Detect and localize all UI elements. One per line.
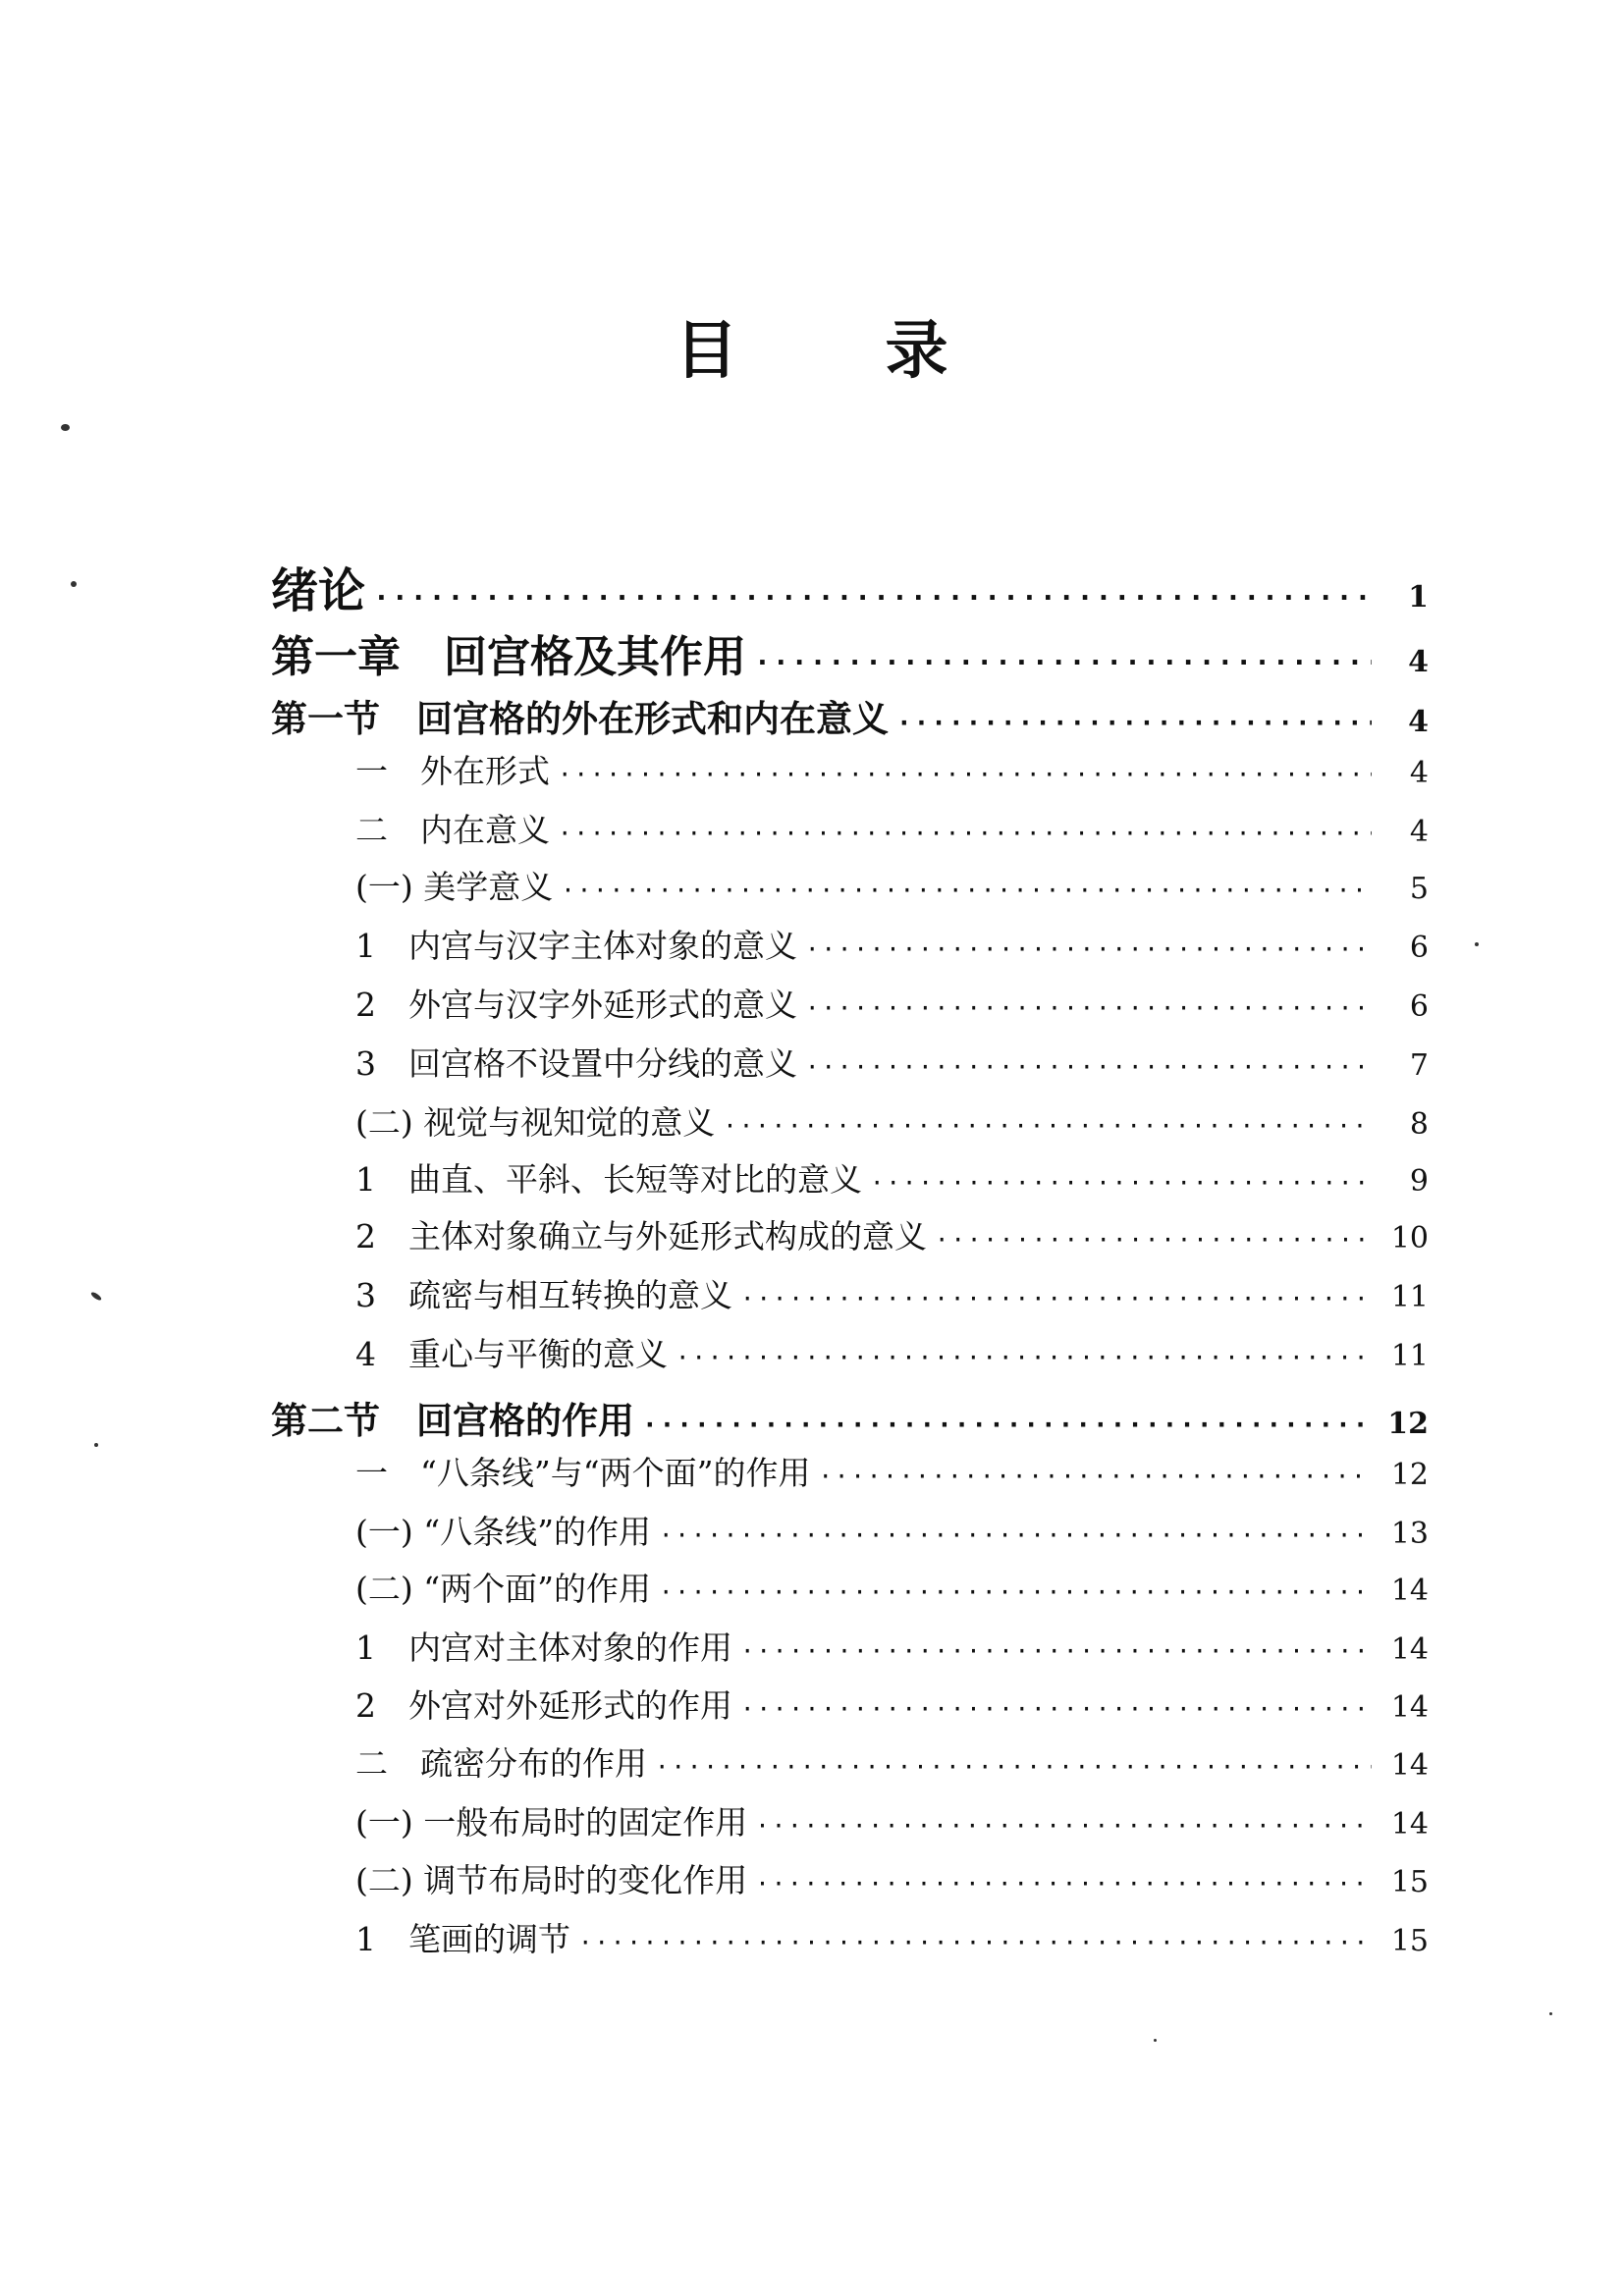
toc-leader-dots [896, 709, 1372, 738]
toc-leader-dots [723, 1112, 1372, 1140]
title-char-1: 目 [675, 315, 738, 388]
toc-entry-title: 1 曲直、平斜、长短等对比的意义 [355, 1160, 862, 1199]
toc-entry[interactable] [355, 746, 1429, 792]
toc-leader-dots [373, 581, 1372, 614]
toc-entry[interactable] [355, 1448, 1429, 1494]
scan-speck [94, 1443, 98, 1447]
toc-page-number: 4 [1409, 756, 1429, 790]
toc-leader-dots [740, 1285, 1372, 1312]
toc-leader-dots [755, 1812, 1372, 1840]
toc-page-number: 14 [1390, 1690, 1429, 1725]
toc-leader-dots [740, 1695, 1372, 1723]
toc-page-number: 11 [1390, 1339, 1429, 1373]
toc-leader-dots [655, 1753, 1372, 1781]
toc-entry-title: 2 外宫对外延形式的作用 [355, 1686, 732, 1725]
toc-entry-title: 3 疏密与相互转换的意义 [355, 1276, 732, 1314]
toc-entry[interactable] [355, 1097, 1429, 1144]
toc-entry[interactable] [355, 1211, 1429, 1257]
scan-speck [71, 581, 77, 587]
scan-speck [1549, 2012, 1552, 2015]
scan-speck [1154, 2039, 1157, 2042]
toc-page-number: 12 [1390, 1458, 1429, 1492]
toc-entry-title: 一 “八条线”与“两个面”的作用 [355, 1454, 811, 1492]
toc-leader-dots [659, 1522, 1372, 1549]
scan-speck [1475, 942, 1479, 946]
toc-entry-title: 二 内在意义 [355, 811, 550, 849]
page-title [0, 312, 1623, 391]
toc-page-number: 4 [1408, 645, 1429, 679]
title-char-2: 录 [885, 315, 948, 388]
toc-entry-title: 2 外宫与汉字外延形式的意义 [355, 986, 797, 1024]
toc-entry-title: 二 疏密分布的作用 [355, 1744, 647, 1783]
toc-entry[interactable] [355, 1914, 1429, 1960]
toc-page-number: 4 [1409, 815, 1429, 849]
toc-entry[interactable] [355, 1623, 1429, 1669]
toc-entry-title: 3 回宫格不设置中分线的意义 [355, 1044, 797, 1083]
toc-entry-title: (二) 调节布局时的变化作用 [355, 1861, 748, 1899]
toc-entry-title: (一) 美学意义 [355, 868, 554, 906]
toc-leader-dots [578, 1929, 1372, 1956]
toc-page-number: 15 [1390, 1865, 1429, 1899]
toc-leader-dots [805, 935, 1372, 963]
toc-entry[interactable] [271, 621, 1429, 684]
toc-page-number: 6 [1409, 931, 1429, 965]
toc-entry[interactable] [355, 980, 1429, 1026]
toc-page-number: 6 [1409, 989, 1429, 1024]
toc-page-number: 14 [1390, 1574, 1429, 1608]
toc-page-number: 11 [1390, 1280, 1429, 1314]
toc-page-number: 15 [1390, 1924, 1429, 1958]
toc-entry[interactable] [355, 1797, 1429, 1843]
toc-entry[interactable] [355, 1329, 1429, 1375]
toc-entry-title: 第一节 回宫格的外在形式和内在意义 [271, 698, 889, 740]
toc-entry-title: 1 内宫对主体对象的作用 [355, 1629, 732, 1667]
toc-entry[interactable] [355, 1270, 1429, 1316]
toc-page-number: 12 [1387, 1407, 1429, 1441]
toc-entry-title: (二) 视觉与视知觉的意义 [355, 1103, 716, 1142]
toc-entry-title: 一 外在形式 [355, 752, 550, 790]
toc-leader-dots [740, 1637, 1372, 1665]
toc-leader-dots [642, 1411, 1372, 1440]
toc-page-number: 14 [1390, 1748, 1429, 1783]
toc-entry-title: 1 内宫与汉字主体对象的意义 [355, 927, 797, 965]
toc-leader-dots [818, 1463, 1372, 1490]
toc-entry[interactable] [271, 553, 1429, 620]
toc-page-number: 4 [1408, 705, 1429, 739]
toc-leader-dots [558, 761, 1372, 788]
toc-entry-title: 1 笔画的调节 [355, 1920, 570, 1958]
toc-entry[interactable] [355, 1039, 1429, 1085]
toc-entry[interactable] [355, 805, 1429, 851]
toc-leader-dots [935, 1226, 1372, 1254]
toc-entry[interactable] [355, 921, 1429, 967]
toc-leader-dots [659, 1578, 1372, 1606]
toc-leader-dots [755, 1870, 1372, 1897]
toc-page-number: 10 [1390, 1221, 1429, 1255]
toc-leader-dots [676, 1344, 1372, 1371]
toc-entry-title: (一) 一般布局时的固定作用 [355, 1803, 748, 1842]
toc-entry[interactable] [355, 1507, 1429, 1553]
toc-page-number: 5 [1409, 872, 1429, 906]
toc-entry-title: 4 重心与平衡的意义 [355, 1335, 668, 1373]
toc-page-number: 8 [1409, 1107, 1429, 1142]
toc-entry-title: (一) “八条线”的作用 [355, 1513, 651, 1551]
toc-entry[interactable] [355, 1681, 1429, 1727]
scan-speck [90, 1291, 103, 1302]
scan-speck [61, 424, 70, 431]
toc-leader-dots [558, 820, 1372, 847]
toc-entry-title: 第二节 回宫格的作用 [271, 1400, 634, 1442]
toc-entry[interactable] [355, 1564, 1429, 1610]
toc-page-number: 1 [1408, 580, 1429, 614]
toc-page-number: 7 [1409, 1048, 1429, 1083]
toc-page-number: 14 [1390, 1632, 1429, 1667]
toc-leader-dots [754, 646, 1372, 678]
toc-leader-dots [870, 1169, 1372, 1197]
toc-entry[interactable] [355, 862, 1429, 908]
toc-entry-title: 绪论 [271, 563, 366, 618]
toc-entry-title: (二) “两个面”的作用 [355, 1570, 651, 1608]
toc-page-number: 13 [1390, 1517, 1429, 1551]
toc-leader-dots [561, 877, 1372, 904]
toc-entry[interactable] [271, 689, 1429, 742]
toc-page-number: 9 [1409, 1164, 1429, 1199]
toc-entry-title: 2 主体对象确立与外延形式构成的意义 [355, 1217, 927, 1255]
toc-page-number: 14 [1390, 1807, 1429, 1842]
toc-entry[interactable] [271, 1391, 1429, 1444]
toc-leader-dots [805, 994, 1372, 1022]
toc-entry[interactable] [355, 1154, 1429, 1201]
toc-entry[interactable] [355, 1855, 1429, 1901]
toc-entry-title: 第一章 回宫格及其作用 [271, 632, 746, 682]
toc-leader-dots [805, 1053, 1372, 1081]
toc-entry[interactable] [355, 1738, 1429, 1785]
